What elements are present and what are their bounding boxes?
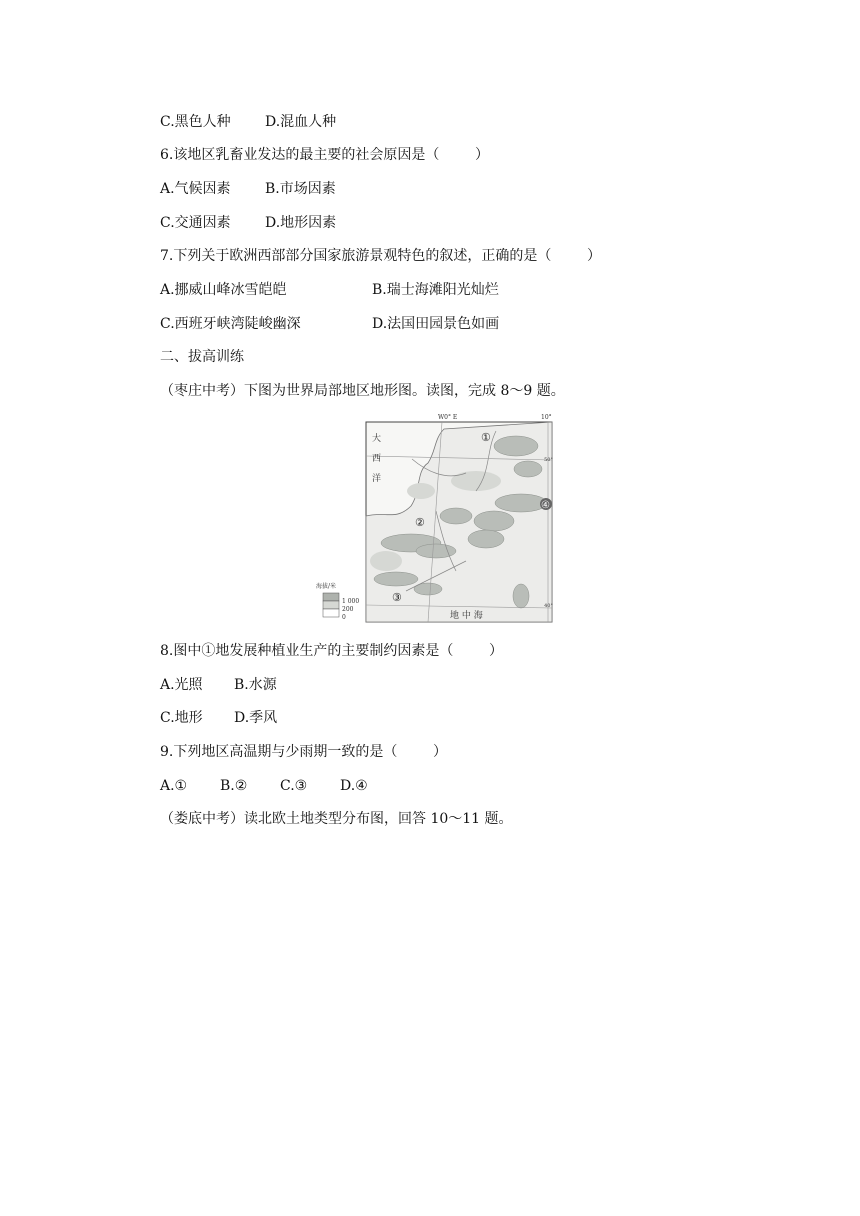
q6-option-b: B.市场因素 (265, 181, 336, 197)
q8-option-a: A.光照 (160, 677, 203, 693)
q6-option-c: C.交通因素 (160, 215, 231, 231)
lat50-label: 50° (544, 457, 553, 463)
lat40-label: 40° (544, 603, 553, 609)
terrain-map (316, 411, 554, 624)
sea-label: 地 中 海 (450, 611, 483, 621)
next-intro: （娄底中考）读北欧土地类型分布图，回答 10～11 题。 (160, 811, 513, 827)
q8-option-d: D.季风 (234, 710, 278, 726)
q8-option-b: B.水源 (234, 677, 277, 693)
question-6-stem: 6.该地区乳畜业发达的最主要的社会原因是（ ） (160, 147, 489, 163)
question-8-stem: 8.图中①地发展种植业生产的主要制约因素是（ ） (160, 643, 503, 659)
legend-title: 海拔/米 (316, 583, 337, 590)
ocean-label-3: 洋 (372, 474, 382, 484)
legend-1000: 1 000 (342, 598, 360, 605)
ocean-label-2: 西 (372, 454, 382, 464)
section-heading: 二、拔高训练 (160, 349, 244, 365)
q7-option-b: B.瑞士海滩阳光灿烂 (372, 282, 499, 298)
q6-option-d: D.地形因素 (265, 215, 337, 231)
marker-2: ② (415, 516, 425, 529)
marker-4: ④ (541, 500, 550, 511)
elevation-legend (316, 582, 359, 621)
q9-option-a: A.① (160, 778, 188, 794)
q9-option-d: D.④ (340, 778, 368, 794)
q9-option-b: B.② (220, 778, 248, 794)
q6-option-a: A.气候因素 (160, 181, 231, 197)
legend-0: 0 (342, 614, 346, 621)
q9-option-c: C.③ (280, 778, 308, 794)
q7-option-d: D.法国田园景色如画 (372, 316, 500, 332)
q8-option-c: C.地形 (160, 710, 203, 726)
q7-option-c: C.西班牙峡湾陡峻幽深 (160, 316, 301, 332)
q5-option-d: D.混血人种 (265, 114, 337, 130)
map-intro: （枣庄中考）下图为世界局部地区地形图。读图，完成 8～9 题。 (160, 383, 565, 399)
q5-option-c: C.黑色人种 (160, 114, 231, 130)
question-7-stem: 7.下列关于欧洲西部部分国家旅游景观特色的叙述，正确的是（ ） (160, 248, 601, 264)
lon0-label: W0° E (438, 414, 458, 421)
legend-200: 200 (342, 606, 354, 613)
marker-1: ① (481, 431, 491, 444)
q7-option-a: A.挪威山峰冰雪皑皑 (160, 282, 287, 298)
lon10-label: 10° (541, 414, 552, 421)
question-9-stem: 9.下列地区高温期与少雨期一致的是（ ） (160, 744, 447, 760)
ocean-label-1: 大 (372, 434, 382, 444)
marker-3: ③ (392, 591, 402, 604)
